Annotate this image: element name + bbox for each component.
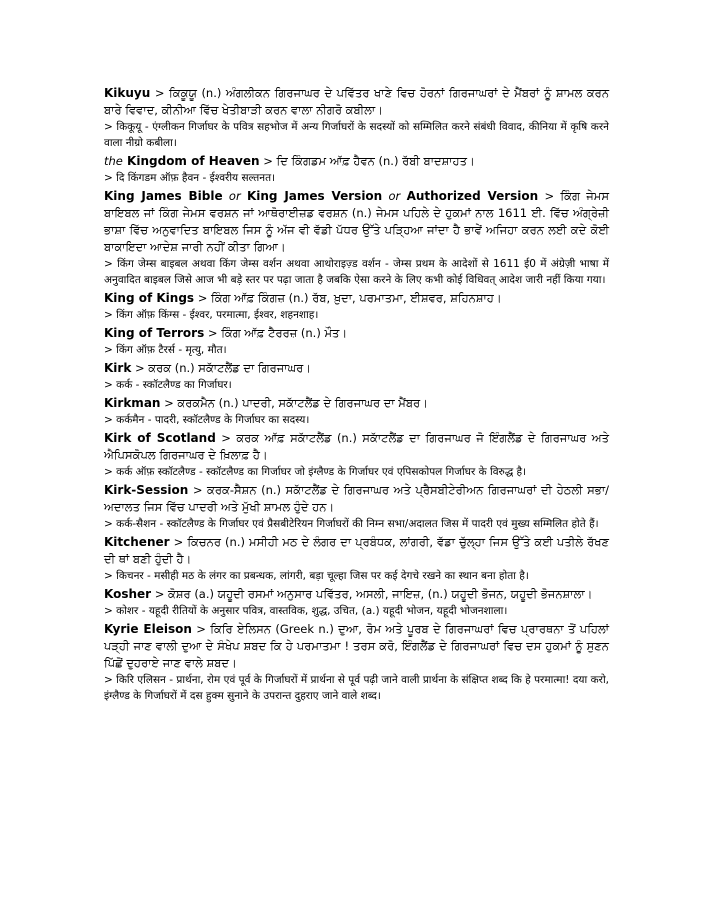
dictionary-entry xyxy=(104,360,609,393)
headword: Authorized Version xyxy=(406,189,539,203)
punjabi-definition: > ਕਿਕੂਯੂ (n.) ਅੰਗਲੀਕਨ ਗਿਰਜਾਘਰ ਦੇ ਪਵਿੱਤਰ ਖਾਣੇ ਵਿਚ ਹੋਰਨਾਂ ਗਿਰਜਾਘਰਾਂ ਦੇ ਮੈਂਬਰਾਂ ਨੂੰ ਸ਼ਾਮਲ ਕਰਨ ਬਾਰੇ ਵਿਵਾਦ, ਕੀਨੀਆ ਵਿੱਚ ਖੇਤੀਬਾੜੀ ਕਰਨ ਵਾਲਾ ਨੀਗਰੋ ਕਬੀਲਾ। xyxy=(104,86,610,117)
headword: Kirk xyxy=(104,361,132,375)
hindi-definition: > कर्क-सैशन - स्कॉटलैण्ड के गिर्जाघर एवं प्रैसबीटेरियन गिर्जाघरों की निम्न सभा/अदालत जिस में पादरी एवं मुख्य सम्मिलित होते हैं। xyxy=(104,518,599,530)
entry-headline xyxy=(104,153,609,170)
headword: Kirk of Scotland xyxy=(104,431,216,445)
hindi-definition: > कोशर - यहूदी रीतियों के अनुसार पवित्र, वास्तविक, शुद्ध, उचित, (a.) यहूदी भोजन, यहूदी भोजनशाला। xyxy=(104,605,508,617)
dictionary-entry xyxy=(104,534,609,584)
punjabi-definition: > ਕਿਚਨਰ (n.) ਮਸੀਹੀ ਮਠ ਦੇ ਲੰਗਰ ਦਾ ਪ੍ਰਬੰਧਕ, ਲਾਂਗਰੀ, ਵੱਡਾ ਚੁੱਲ੍ਹਾ ਜਿਸ ਉੱਤੇ ਕਈ ਪਤੀਲੇ ਰੱਖਣ ਦੀ ਥਾਂ ਬਣੀ ਹੁੰਦੀ ਹੈ। xyxy=(104,535,610,566)
punjabi-definition: > ਕਰਕਮੈਨ (n.) ਪਾਦਰੀ, ਸਕਾੱਟਲੈਂਡ ਦੇ ਗਿਰਜਾਘਰ ਦਾ ਮੈਂਬਰ। xyxy=(164,396,428,410)
punjabi-definition: > ਕੋਸ਼ਰ (a.) ਯਹੂਦੀ ਰਸਮਾਂ ਅਨੁਸਾਰ ਪਵਿੱਤਰ, ਅਸਲੀ, ਜਾਇਜ਼, (n.) ਯਹੂਦੀ ਭੋਜਨ, ਯਹੂਦੀ ਭੋਜਨਸ਼ਾਲਾ। xyxy=(154,587,593,601)
headword: Kikuyu xyxy=(104,86,151,100)
entry-headline xyxy=(104,290,609,307)
headword: King of Terrors xyxy=(104,326,205,340)
headword: Kitchener xyxy=(104,535,170,549)
entry-headline xyxy=(104,360,609,377)
punjabi-definition: > ਦਿ ਕਿੰਗਡਮ ਆੱਫ਼ ਹੈਵਨ (n.) ਰੱਬੀ ਬਾਦਸ਼ਾਹਤ। xyxy=(263,154,475,168)
hindi-definition: > किचनर - मसीही मठ के लंगर का प्रबन्धक, लांगरी, बड़ा चूल्हा जिस पर कई देगचे रखने का स्थान बना होता है। xyxy=(104,570,529,582)
headword: King James Bible xyxy=(104,189,223,203)
entry-headline xyxy=(104,325,609,342)
dictionary-entry xyxy=(104,290,609,323)
entry-headline xyxy=(104,395,609,412)
headword-connector: or xyxy=(222,189,247,203)
headword: Kirkman xyxy=(104,396,161,410)
punjabi-definition: > ਕਿੰਗ ਆੱਫ਼ ਕਿੰਗਜ਼ (n.) ਰੱਬ, ਖ਼ੁਦਾ, ਪਰਮਾਤਮਾ, ਈਸ਼ਵਰ, ਸ਼ਹਿਨਸ਼ਾਹ। xyxy=(197,291,502,305)
hindi-definition: > कर्कमैन - पादरी, स्कॉटलैण्ड के गिर्जाघर का सदस्य। xyxy=(104,414,310,426)
punjabi-definition: > ਕਰਕ (n.) ਸਕਾੱਟਲੈਂਡ ਦਾ ਗਿਰਜਾਘਰ। xyxy=(134,361,312,375)
punjabi-definition: > ਕਿੰਗ ਆੱਫ਼ ਟੈਰਰਜ਼ (n.) ਮੌਤ। xyxy=(207,326,348,340)
dictionary-entry xyxy=(104,153,609,186)
punjabi-definition: > ਕਿੰਗ ਜੇਮਸ ਬਾਇਬਲ ਜਾਂ ਕਿੰਗ ਜੇਮਸ ਵਰਸ਼ਨ ਜਾਂ ਆਥੋਰਾਈਜ਼ਡ ਵਰਸ਼ਨ (n.) ਜੇਮਸ ਪਹਿਲੇ ਦੇ ਹੁਕਮਾਂ ਨਾਲ 1611 ਈ. ਵਿੱਚ ਅੰਗ੍ਰੇਜ਼ੀ ਭਾਸ਼ਾ ਵਿੱਚ ਅਨੁਵਾਦਿਤ ਬਾਇਬਲ ਜਿਸ ਨੂੰ ਅੱਜ ਵੀ ਵੱਡੀ ਪੱਧਰ ਉੱਤੇ ਪੜ੍ਹਿਆ ਜਾਂਦਾ ਹੈ ਭਾਵੇਂ ਅਜਿਹਾ ਕਰਨ ਲਈ ਕਦੇ ਕੋਈ ਬਾਕਾਇਦਾ ਆਦੇਸ਼ ਜਾਰੀ ਨਹੀਂ ਕੀਤਾ ਗਿਆ। xyxy=(104,189,609,254)
entry-headline xyxy=(104,85,609,119)
headword: Kingdom of Heaven xyxy=(122,154,260,168)
entry-headline xyxy=(104,430,609,464)
dictionary-entry xyxy=(104,188,609,288)
hindi-definition: > कर्क - स्कॉटलैण्ड का गिर्जाघर। xyxy=(104,379,232,391)
dictionary-entry xyxy=(104,325,609,358)
headword-connector: or xyxy=(382,189,407,203)
headword: King of Kings xyxy=(104,291,195,305)
entry-headline xyxy=(104,188,609,256)
punjabi-definition: > ਕਿਰਿ ਏਲਿਸਨ (Greek n.) ਦੁਆ, ਰੋਮ ਅਤੇ ਪੂਰਬ ਦੇ ਗਿਰਜਾਘਰਾਂ ਵਿਚ ਪ੍ਰਾਰਥਨਾ ਤੋਂ ਪਹਿਲਾਂ ਪੜ੍ਹੀ ਜਾਣ ਵਾਲੀ ਦੁਆ ਦੇ ਸੰਖੇਪ ਸ਼ਬਦ ਕਿ ਹੇ ਪਰਮਾਤਮਾ ! ਤਰਸ ਕਰੋ, ਇੰਗਲੈਂਡ ਦੇ ਗਿਰਜਾਘਰਾਂ ਵਿਚ ਦਸ ਹੁਕਮਾਂ ਨੂੰ ਸੁਣਨ ਪਿੱਛੋਂ ਦੁਹਰਾਏ ਜਾਣ ਵਾਲੇ ਸ਼ਬਦ। xyxy=(104,622,610,670)
entry-headline xyxy=(104,586,609,603)
headword: Kosher xyxy=(104,587,152,601)
entry-headline xyxy=(104,621,609,672)
dictionary-page xyxy=(104,85,609,706)
hindi-definition: > दि किंगडम ऑफ़ हैवन - ईश्वरीय सल्तनत। xyxy=(104,172,276,184)
dictionary-entry xyxy=(104,430,609,480)
hindi-definition: > किरि एलिसन - प्रार्थना, रोम एवं पूर्व के गिर्जाघरों में प्रार्थना से पूर्व पढ़ी जाने वाली प्रार्थना के संक्षिप्त शब्द कि हे परमात्मा! दया करो, इंग्लैण्ड के गिर्जाघरों में दस हुक्म सुनाने के उपरान्त दुहराए जाने वाले शब्द। xyxy=(104,674,609,702)
dictionary-entry xyxy=(104,621,609,704)
headword-connector: the xyxy=(104,154,123,168)
hindi-definition: > किकूयू - एंग्लीकन गिर्जाघर के पवित्र सहभोज में अन्य गिर्जाघरों के सदस्यों को सम्मिलित करने संबंधी विवाद, कीनिया में कृषि करने वाला नीग्रो कबीला। xyxy=(104,121,609,149)
punjabi-definition: > ਕਰਕ ਆੱਫ਼ ਸਕਾੱਟਲੈਂਡ (n.) ਸਕਾੱਟਲੈਂਡ ਦਾ ਗਿਰਜਾਘਰ ਜੋ ਇੰਗਲੈਂਡ ਦੇ ਗਿਰਜਾਘਰ ਅਤੇ ਐਪਿਸਕੋਪਲ ਗਿਰਜਾਘਰ ਦੇ ਖ਼ਿਲਾਫ਼ ਹੈ। xyxy=(104,431,610,462)
entry-headline xyxy=(104,482,609,516)
headword: Kirk-Session xyxy=(104,483,189,497)
hindi-definition: > कर्क ऑफ़ स्कॉटलैण्ड - स्कॉटलैण्ड का गिर्जाघर जो इंग्लैण्ड के गिर्जाघर एवं एपिसकोपल गिर्जाघर के विरुद्ध है। xyxy=(104,466,527,478)
entry-headline xyxy=(104,534,609,568)
hindi-definition: > किंग ऑफ़ टैरर्स - मृत्यु, मौत। xyxy=(104,344,227,356)
dictionary-entry xyxy=(104,395,609,428)
dictionary-entry xyxy=(104,586,609,619)
dictionary-entry xyxy=(104,85,609,151)
hindi-definition: > किंग जेम्स बाइबल अथवा किंग जेम्स वर्शन अथवा आथोराइज़्ड वर्शन - जेम्स प्रथम के आदेशों से 1611 ई0 में अंग्रेज़ी भाषा में अनुवादित बाइबल जिसे आज भी बड़े स्तर पर पढ़ा जाता है जबकि ऐसा करने के लिए कभी कोई विधिवत् आदेश जारी नहीं किया गया। xyxy=(104,258,609,286)
headword: Kyrie Eleison xyxy=(104,622,192,636)
punjabi-definition: > ਕਰਕ-ਸੈਸ਼ਨ (n.) ਸਕਾੱਟਲੈਂਡ ਦੇ ਗਿਰਜਾਘਰ ਅਤੇ ਪ੍ਰੈਸਬੀਟੇਰੀਅਨ ਗਿਰਜਾਘਰਾਂ ਦੀ ਹੇਠਲੀ ਸਭਾ/ਅਦਾਲਤ ਜਿਸ ਵਿੱਚ ਪਾਦਰੀ ਅਤੇ ਮੁੱਖੀ ਸ਼ਾਮਲ ਹੁੰਦੇ ਹਨ। xyxy=(104,483,609,514)
dictionary-entry xyxy=(104,482,609,532)
headword: King James Version xyxy=(246,189,383,203)
hindi-definition: > किंग ऑफ़ किंग्स - ईश्वर, परमात्मा, ईश्वर, शहनशाह। xyxy=(104,309,319,321)
